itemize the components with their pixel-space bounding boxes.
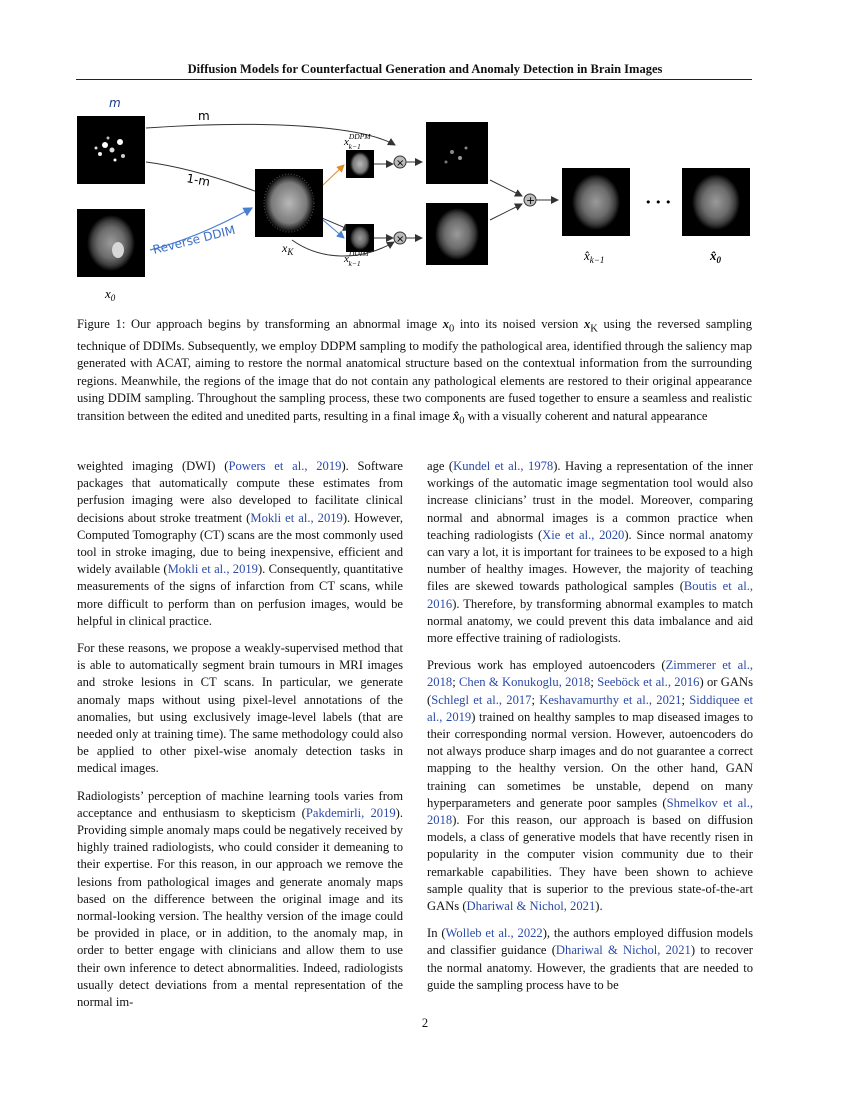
mask-label: m [109,96,121,110]
method-figure [60,90,790,310]
paragraph [77,788,403,1012]
citation-link[interactable]: Kundel et al., 1978 [453,459,554,473]
text-run: ). Since normal anatomy can vary a lot, it is important for trainees to be exposed to a high number of healthy images. However, the majority of teaching files are skewed towards pathological samples ( [427,527,753,594]
running-header: Diffusion Models for Counterfactual Generation and Anomaly Detection in Brain Images [187,62,663,76]
citation-link[interactable]: Mokli et al., 2019 [250,510,343,525]
to-plus-bottom [490,204,522,220]
text-run: ). Software packages that automatically compute these estimates from perfusion imaging were also developed to facilitate clinical decisions about stroke treatment ( [77,459,404,525]
ddpm-arrow [323,165,344,185]
citation-link[interactable]: Schlegl et al., 2017 [431,692,532,707]
mask-image [77,116,145,184]
page-number: 2 [421,1016,429,1030]
paragraph [427,458,753,647]
citation-link[interactable]: Siddiquee et al., 2019 [427,692,753,724]
text-run: Previous work has employed autoencoders ( [427,658,666,673]
citation-link[interactable]: Pakdemirli, 2019 [305,805,396,820]
text-run: ; [531,692,540,707]
ddpm-image [346,150,374,178]
xK-label: $x_K$ [282,241,294,257]
text-run: In ( [427,926,446,941]
reverse-ddim-label: Reverse DDIM [151,222,237,257]
text-run: ) trained on healthy samples to map diseased images to their corresponding normal version. However, autoencoders do not always produce sharp images and do not guarantee a correct mapping to the healthy version. On the other hand, GAN training can sometimes be unstable, depend on many hyperparameters and generate poor samples ( [427,709,753,810]
text-run: ) or GANs ( [427,675,753,707]
citation-link[interactable]: Zimmerer et al., 2018 [427,658,753,690]
citation-link[interactable]: Seeböck et al., 2016 [597,675,700,690]
x0-label: $x_0$ [105,286,116,303]
xhat-0-label: $x̂_0$ [710,248,721,265]
text-run: ; [681,692,690,707]
header-rule [76,79,752,80]
ddpm-label: $x^{DDPM}$ k−1 [344,132,371,151]
left-column [77,458,403,1021]
citation-link[interactable]: Boutis et al., 2016 [427,579,753,611]
text-run: weighted imaging (DWI) ( [77,459,229,473]
abnormal-image-x0 [77,209,145,277]
multiply-bottom-symbol: × [396,234,405,245]
paragraph [77,640,403,778]
citation-link[interactable]: Dhariwal & Nichol, 2021 [466,899,596,914]
citation-link[interactable]: Wolleb et al., 2022 [445,926,543,941]
citation-link[interactable]: Powers et al., 2019 [228,459,342,473]
citation-link[interactable]: Shmelkov et al., 2018 [427,795,753,828]
text-run: ). However, Computed Tomography (CT) scans are the most commonly used tool in stroke imaging, due to being inexpensive, efficient and widely available ( [77,510,404,577]
one-minus-m-label: 1-m [185,171,212,190]
paragraph [427,925,753,994]
citation-link[interactable]: Dhariwal & Nichol, 2021 [555,943,691,958]
citation-link[interactable]: Chen & Konukoglu, 2018 [459,675,591,690]
text-run: ). Having a representation of the inner workings of the automatic image segmentation tool would also increase clinicians’ trust in the model. Moreover, comparing normal and abnormal images is a common practice when teaching radiologists ( [427,459,753,542]
paragraph [427,657,753,915]
figure-caption: Figure 1: Our approach begins by transforming an abnormal image $x_0$ into its noised version $x_K$ using the reversed sampling technique of DDIMs. Subsequently, we employ DDPM sampling to modify the pathological area, identified through the saliency map generated with ACAT, aiming to restore the normal anatomical structure based on the contextual information from the surrounding regions. Meanwhile, the regions of the image that do not contain any pathological elements are restored to their original appearance using DDIM sampling. Throughout the sampling process, these two components are fused together to ensure a seamless and realistic transition between the edited and unedited parts, resulting in a final image $x̂_0$ with a visually coherent and natural appearance [77,317,753,427]
ddim-label: $x^{DDIM}$ k−1 [344,249,369,268]
output-xhat-0 [682,168,750,236]
output-xhat-k-1 [562,168,630,236]
ddim-image [346,224,374,252]
masked-ddpm-output [426,122,488,184]
citation-link[interactable]: Xie et al., 2020 [542,527,625,542]
text-run: ). Providing simple anomaly maps could be negatively received by highly trained radiologists, who could consider it demeaning to their expertise. For this reason, in our approach we remove the lesions from pathological images and generate anomaly maps based on the difference between the original image and its normal-looking version. The healthy version of the image could be provided in place, or in addition, to the anomaly map, in order to better engage with clinicians and allow them to use their own inference to detect abnormalities. Indeed, radiologists usually detect deviations from a mental representation of the normal im- [77,805,404,1010]
ellipsis: • • • [645,196,672,209]
text-run: ). For this reason, our approach is based on diffusion models, a class of generative models that have recently risen in popularity in the computer vision community due to their remarkable capabilities. They have been shown to achieve sample quality that is superior to the previous state-of-the-art GANs ( [427,813,753,914]
paragraph [77,458,403,630]
text-run: For these reasons, we propose a weakly-supervised method that is able to automatically segment brain tumours in MRI images and stroke lesions in CT scans. In particular, we generate anomaly maps without using pixel-level annotations of the anomalies, but using exclusively image-level labels (that are needed only at training time). The same methodology could also be applied to other pixel-wise anomaly detection tasks in medical images. [77,641,403,776]
text-run: ), the authors employed diffusion models and classifier guidance ( [427,926,753,958]
text-run: ; [452,675,460,690]
plus-symbol: + [526,194,536,207]
citation-link[interactable]: Keshavamurthy et al., 2021 [539,692,682,707]
m-arrow-label: m [198,109,210,123]
text-run: ) to recover the normal anatomy. However, the gradients that are needed to guide the sampling process have to be [427,943,753,992]
one-minus-m-to-bottom [292,240,394,256]
to-plus-top [490,180,522,196]
text-run: Radiologists’ perception of machine learning tools varies from acceptance and enthusiasm to skepticism ( [77,788,403,820]
xhat-k-1-label: $x̂_{k-1}$ [584,248,605,265]
multiply-top-symbol: × [396,158,405,169]
noised-image-xK [255,169,323,237]
text-run: ; [590,675,598,690]
text-run: age ( [427,459,454,473]
text-run: ). Therefore, by transforming abnormal examples to match normal anatomy, we could prevent this data imbalance and aid more effective training of radiologists. [427,596,753,646]
text-run: ). [595,899,603,914]
text-run: ). Consequently, quantitative measurements of the signs of infarction from CT scans, while more difficult to perform than on perfusion images, would be helpful in clinical practice. [77,562,403,628]
masked-ddim-output [426,203,488,265]
right-column [427,458,753,1004]
citation-link[interactable]: Mokli et al., 2019 [167,562,258,577]
